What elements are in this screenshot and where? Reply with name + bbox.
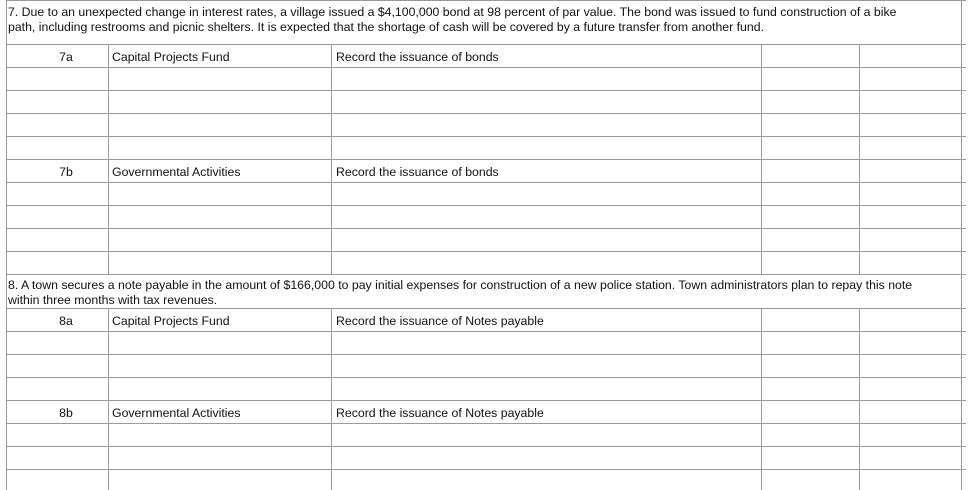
entry-label-7b: 7b xyxy=(59,165,73,179)
top-border xyxy=(6,0,966,1)
left-border xyxy=(6,0,7,490)
description-8a: Record the issuance of Notes payable xyxy=(336,314,544,328)
fund-7a: Capital Projects Fund xyxy=(112,50,230,64)
row-line xyxy=(6,377,966,378)
column-line xyxy=(108,308,109,490)
problem-7-text: 7. Due to an unexpected change in interest rates, a village issued a $4,100,000 bond at 98 percent of par value. The bond was issued to fund construction of a bike path, including restrooms and picnic shelters. It is expected that the shortage of cash will be covered by a future transfer from another fund. xyxy=(8,5,897,34)
entry-label-7a: 7a xyxy=(59,50,73,64)
right-border xyxy=(961,0,962,490)
column-line xyxy=(331,308,332,490)
row-line xyxy=(6,44,966,45)
journal-entry-worksheet xyxy=(6,0,966,490)
row-line xyxy=(6,205,966,206)
column-line xyxy=(108,44,109,274)
row-line xyxy=(6,251,966,252)
column-line xyxy=(761,308,762,490)
column-line xyxy=(859,44,860,274)
column-line xyxy=(331,44,332,274)
fund-7b: Governmental Activities xyxy=(112,165,241,179)
problem-8-text: 8. A town secures a note payable in the amount of $166,000 to pay initial expenses for construction of a new police station. Town administrators plan to repay this note within three months with tax revenues. xyxy=(8,278,913,307)
row-line xyxy=(6,182,966,183)
fund-8b: Governmental Activities xyxy=(112,406,241,420)
row-line xyxy=(6,67,966,68)
row-line xyxy=(6,228,966,229)
row-line xyxy=(6,446,966,447)
column-line xyxy=(859,308,860,490)
description-8b: Record the issuance of Notes payable xyxy=(336,406,544,420)
row-line xyxy=(6,354,966,355)
row-line xyxy=(6,136,966,137)
row-line xyxy=(6,469,966,470)
column-line xyxy=(761,44,762,274)
row-line xyxy=(6,113,966,114)
row-line xyxy=(6,308,966,309)
row-line xyxy=(6,423,966,424)
row-line xyxy=(6,400,966,401)
description-7a: Record the issuance of bonds xyxy=(336,50,499,64)
row-line xyxy=(6,90,966,91)
row-line xyxy=(6,274,966,275)
row-line xyxy=(6,331,966,332)
row-line xyxy=(6,159,966,160)
entry-label-8b: 8b xyxy=(59,406,73,420)
entry-label-8a: 8a xyxy=(59,314,73,328)
description-7b: Record the issuance of bonds xyxy=(336,165,499,179)
fund-8a: Capital Projects Fund xyxy=(112,314,230,328)
